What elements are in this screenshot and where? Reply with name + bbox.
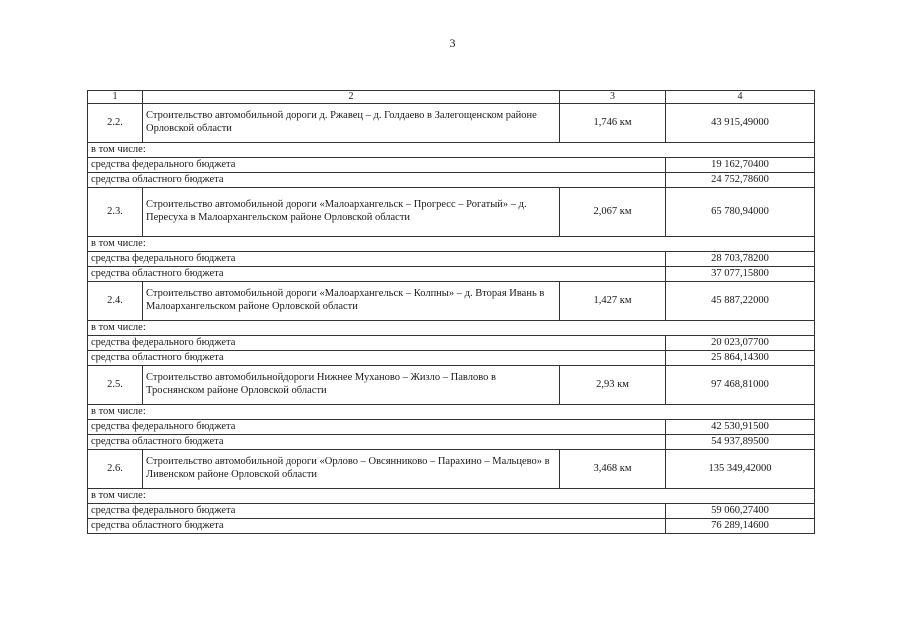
table-row [88,351,815,366]
table-row [88,366,815,405]
table-row [88,158,815,173]
table-row [88,104,815,143]
item-length: 1,427 км [560,282,666,321]
including-label: в том числе: [88,405,815,420]
regional-label: средства областного бюджета [88,351,666,366]
regional-amount: 25 864,14300 [666,351,815,366]
regional-amount: 37 077,15800 [666,267,815,282]
table-row [88,321,815,336]
federal-label: средства федерального бюджета [88,420,666,435]
regional-label: средства областного бюджета [88,435,666,450]
regional-amount: 54 937,89500 [666,435,815,450]
federal-amount: 19 162,70400 [666,158,815,173]
item-number: 2.6. [88,450,143,489]
item-number: 2.4. [88,282,143,321]
road-construction-table [87,90,815,534]
including-label: в том числе: [88,321,815,336]
header-cell: 4 [666,91,815,104]
table-row [88,267,815,282]
table-row [88,237,815,252]
federal-label: средства федерального бюджета [88,252,666,267]
regional-amount: 24 752,78600 [666,173,815,188]
header-row [88,91,815,104]
table-row [88,252,815,267]
regional-amount: 76 289,14600 [666,519,815,534]
item-cost: 135 349,42000 [666,450,815,489]
page-number: 3 [449,36,456,50]
table-row [88,435,815,450]
table-row [88,420,815,435]
table-row [88,282,815,321]
item-description: Строительство автомобильной дороги «Орлово – Овсянниково – Парахино – Мальцево» в Ливенском районе Орловской области [143,450,560,489]
federal-label: средства федерального бюджета [88,504,666,519]
item-number: 2.2. [88,104,143,143]
header-cell: 3 [560,91,666,104]
item-description: Строительство автомобильнойдороги Нижнее Муханово – Жизло – Павлово в Троснянском районе Орловской области [143,366,560,405]
including-label: в том числе: [88,237,815,252]
federal-amount: 28 703,78200 [666,252,815,267]
table-row [88,405,815,420]
table-row [88,450,815,489]
item-length: 1,746 км [560,104,666,143]
federal-amount: 59 060,27400 [666,504,815,519]
table-row [88,489,815,504]
item-cost: 45 887,22000 [666,282,815,321]
item-number: 2.5. [88,366,143,405]
federal-label: средства федерального бюджета [88,336,666,351]
regional-label: средства областного бюджета [88,173,666,188]
table-row [88,504,815,519]
header-cell: 2 [143,91,560,104]
regional-label: средства областного бюджета [88,267,666,282]
header-cell: 1 [88,91,143,104]
including-label: в том числе: [88,143,815,158]
including-label: в том числе: [88,489,815,504]
item-cost: 97 468,81000 [666,366,815,405]
item-length: 2,93 км [560,366,666,405]
item-number: 2.3. [88,188,143,237]
table-row [88,173,815,188]
federal-amount: 20 023,07700 [666,336,815,351]
item-cost: 65 780,94000 [666,188,815,237]
regional-label: средства областного бюджета [88,519,666,534]
item-description: Строительство автомобильной дороги д. Ржавец – д. Голдаево в Залегощенском районе Орловской области [143,104,560,143]
table-row [88,188,815,237]
table-row [88,336,815,351]
item-cost: 43 915,49000 [666,104,815,143]
federal-label: средства федерального бюджета [88,158,666,173]
table-row [88,519,815,534]
item-description: Строительство автомобильной дороги «Малоархангельск – Прогресс – Рогатый» – д. Пересуха в Малоархангельском районе Орловской области [143,188,560,237]
item-length: 3,468 км [560,450,666,489]
item-length: 2,067 км [560,188,666,237]
table-row [88,143,815,158]
item-description: Строительство автомобильной дороги «Малоархангельск – Колпны» – д. Вторая Ивань в Малоархангельском районе Орловской области [143,282,560,321]
federal-amount: 42 530,91500 [666,420,815,435]
